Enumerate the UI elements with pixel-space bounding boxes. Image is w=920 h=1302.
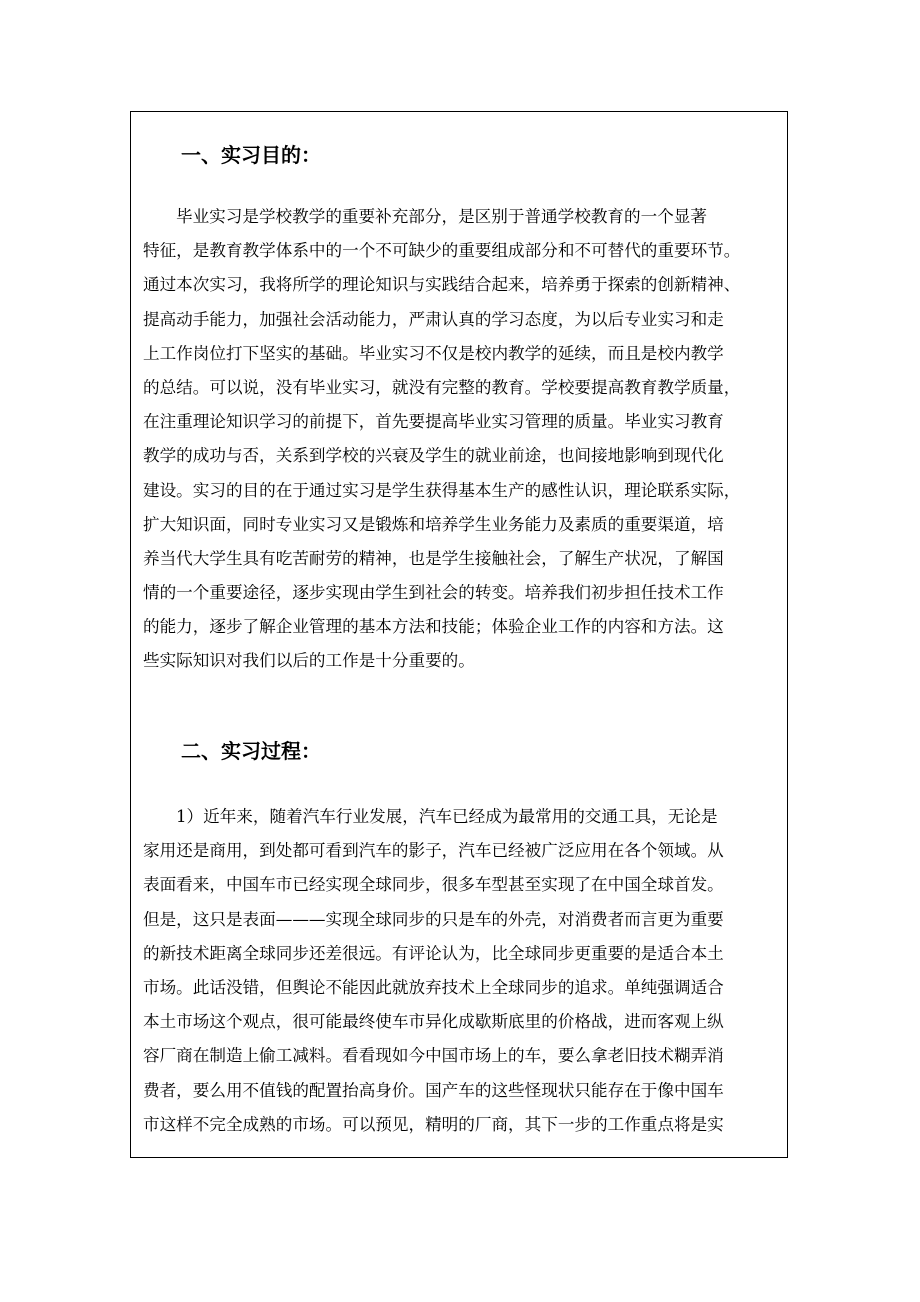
section-heading-purpose: 一、实习目的：: [181, 143, 321, 167]
text-line: 1）近年来，随着汽车行业发展，汽车已经成为最常用的交通工具，无论是: [176, 807, 718, 826]
paragraph-purpose: [143, 200, 779, 679]
text-line: 通过本次实习，我将所学的理论知识与实践结合起来，培养勇于探索的创新精神、: [143, 275, 741, 295]
text-line: 的能力，逐步了解企业管理的基本方法和技能；体验企业工作的内容和方法。这: [143, 617, 724, 637]
text-line: 容厂商在制造上偷工减料。看看现如今中国市场上的车，要么拿老旧技术糊弄消: [143, 1046, 724, 1066]
paragraph-process: [143, 800, 779, 1142]
text-line: 特征，是教育教学体系中的一个不可缺少的重要组成部分和不可替代的重要环节。: [143, 241, 741, 261]
section-heading-process: 二、实习过程：: [181, 739, 321, 763]
text-line: 扩大知识面，同时专业实习又是锻炼和培养学生业务能力及素质的重要渠道，培: [143, 514, 724, 534]
text-line: 毕业实习是学校教学的重要补充部分，是区别于普通学校教育的一个显著: [176, 207, 707, 226]
text-line: 家用还是商用，到处都可看到汽车的影子，汽车已经被广泛应用在各个领域。从: [143, 841, 724, 861]
text-line: 费者，要么用不值钱的配置抬高身价。国产车的这些怪现状只能存在于像中国车: [143, 1080, 724, 1100]
text-line: 教学的成功与否，关系到学校的兴衰及学生的就业前途，也间接地影响到现代化: [143, 446, 724, 466]
text-line: 提高动手能力，加强社会活动能力，严肃认真的学习态度，为以后专业实习和走: [143, 309, 724, 329]
text-line: 市这样不完全成熟的市场。可以预见，精明的厂商，其下一步的工作重点将是实: [143, 1114, 724, 1134]
text-line: 的新技术距离全球同步还差很远。有评论认为，比全球同步更重要的是适合本土: [143, 943, 724, 963]
document-frame: [130, 111, 788, 1158]
text-line: 在注重理论知识学习的前提下，首先要提高毕业实习管理的质量。毕业实习教育: [143, 412, 724, 432]
text-line: 市场。此话没错，但舆论不能因此就放弃技术上全球同步的追求。单纯强调适合: [143, 977, 724, 997]
text-line: 上工作岗位打下坚实的基础。毕业实习不仅是校内教学的延续，而且是校内教学: [143, 343, 724, 363]
text-line: 建设。实习的目的在于通过实习是学生获得基本生产的感性认识，理论联系实际，: [143, 480, 741, 500]
text-line: 的总结。可以说，没有毕业实习，就没有完整的教育。学校要提高教育教学质量，: [143, 377, 741, 397]
text-line: 情的一个重要途径，逐步实现由学生到社会的转变。培养我们初步担任技术工作: [143, 583, 724, 603]
text-line: 但是，这只是表面———实现全球同步的只是车的外壳，对消费者而言更为重要: [143, 909, 724, 929]
text-line: 本土市场这个观点，很可能最终使车市异化成歇斯底里的价格战，进而客观上纵: [143, 1012, 724, 1032]
text-line: 养当代大学生具有吃苦耐劳的精神，也是学生接触社会，了解生产状况，了解国: [143, 548, 724, 568]
text-line: 表面看来，中国车市已经实现全球同步，很多车型甚至实现了在中国全球首发。: [143, 875, 724, 895]
text-line: 些实际知识对我们以后的工作是十分重要的。: [143, 651, 475, 671]
